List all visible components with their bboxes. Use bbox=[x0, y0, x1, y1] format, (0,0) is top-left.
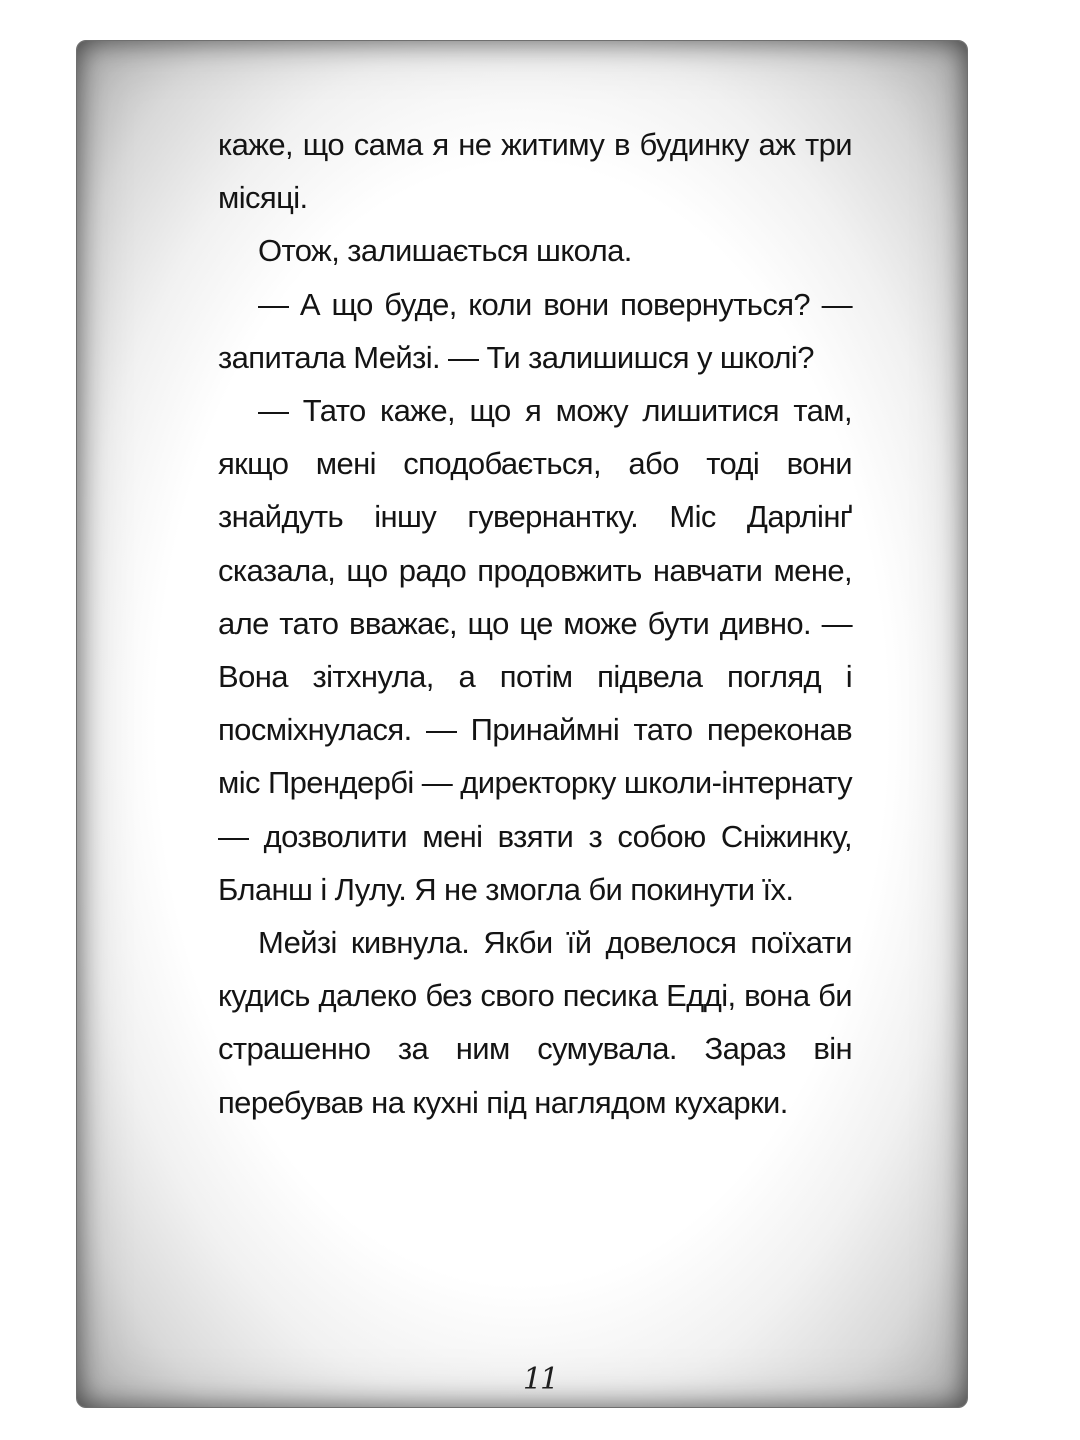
paragraph-5: Мейзі кивнула. Якби їй довелося поїхати кудись далеко без свого песика Едді, вона би страшенно за ним сумувала. Зараз він перебував на кухні під наглядом кухарки. bbox=[218, 925, 852, 1120]
page-number: 11 bbox=[522, 1362, 558, 1397]
paragraph-2: Отож, залишається школа. bbox=[258, 233, 632, 269]
paragraph-3: — А що буде, коли вони повернуться? — запитала Мейзі. — Ти залишишся у школі? bbox=[218, 286, 852, 375]
paragraph-1: каже, що сама я не житиму в будинку аж три місяці. bbox=[218, 127, 852, 216]
paragraph-4: — Тато каже, що я можу лишитися там, якщо мені сподобається, або тоді вони знайдуть іншу гувернантку. Міс Дарлінґ сказала, що радо продовжить навчати мене, але тато вважає, що це може бути дивно. — Вона зітхнула, а потім підвела погляд і посміхнулася. — Принаймні тато переконав міс Прендербі — директорку школи-інтернату — дозволити мені взяти з собою Сніжинку, Бланш і Лулу. Я не змогла би покинути їх. bbox=[218, 393, 852, 907]
page-text bbox=[218, 118, 852, 1129]
